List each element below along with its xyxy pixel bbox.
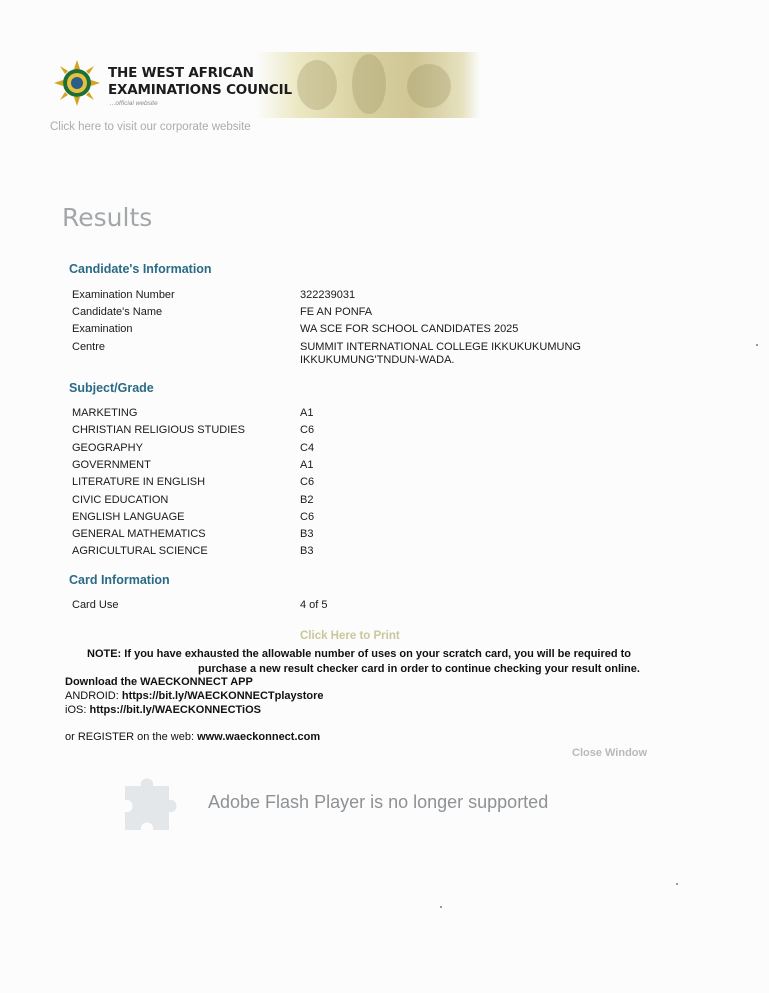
register-line — [65, 731, 320, 743]
subject-name: CHRISTIAN RELIGIOUS STUDIES — [72, 424, 245, 436]
grade-value: B3 — [300, 528, 314, 540]
site-banner — [52, 52, 480, 118]
page-title: Results — [62, 203, 153, 232]
org-tagline: ...official website — [110, 100, 158, 107]
org-title — [108, 65, 292, 99]
subject-name: AGRICULTURAL SCIENCE — [72, 545, 208, 557]
info-value: SUMMIT INTERNATIONAL COLLEGE IKKUKUKUMUNG — [300, 341, 581, 353]
subject-name: CIVIC EDUCATION — [72, 494, 169, 506]
info-value-line2: IKKUKUMUNG'TNDUN-WADA. — [300, 354, 455, 366]
app-download-title — [65, 676, 253, 688]
grade-value: A1 — [300, 459, 314, 471]
info-value: 322239031 — [300, 289, 356, 301]
grade-value: B3 — [300, 545, 314, 557]
card-use-label: Card Use — [72, 599, 119, 611]
subject-grade-title: Subject/Grade — [69, 381, 154, 395]
subject-name: GENERAL MATHEMATICS — [72, 528, 206, 540]
note-prefix: NOTE: — [87, 648, 122, 660]
app-title-text: Download the WAECKONNECT APP — [65, 676, 253, 688]
android-line — [65, 690, 324, 702]
info-value: FE AN PONFA — [300, 306, 373, 318]
info-value: WA SCE FOR SCHOOL CANDIDATES 2025 — [300, 323, 519, 335]
register-label: or REGISTER on the web: — [65, 731, 194, 743]
ios-line — [65, 704, 261, 716]
scratch-card-note — [87, 647, 687, 677]
note-line2: purchase a new result checker card in order to continue checking your result online. — [198, 663, 640, 675]
close-window-link[interactable]: Close Window — [572, 747, 648, 759]
scan-speck — [676, 883, 678, 885]
grade-value: C4 — [300, 442, 315, 454]
info-label: Centre — [72, 341, 106, 353]
puzzle-piece-icon — [121, 772, 185, 834]
scan-speck — [756, 344, 758, 346]
subject-name: GOVERNMENT — [72, 459, 151, 471]
subject-name: ENGLISH LANGUAGE — [72, 511, 185, 523]
print-link[interactable]: Click Here to Print — [300, 630, 400, 642]
card-use-value: 4 of 5 — [300, 599, 328, 611]
grade-value: C6 — [300, 424, 315, 436]
grade-value: B2 — [300, 494, 314, 506]
org-title-line1: THE WEST AFRICAN — [108, 65, 254, 81]
info-label: Examination Number — [72, 289, 175, 301]
corporate-website-link[interactable]: Click here to visit our corporate website — [50, 121, 251, 133]
android-link[interactable]: https://bit.ly/WAECKONNECTplaystore — [121, 690, 324, 702]
note-line1: If you have exhausted the allowable number of uses on your scratch card, you will be required to — [124, 648, 632, 660]
ios-link[interactable]: https://bit.ly/WAECKONNECTiOS — [89, 704, 261, 716]
subject-name: LITERATURE IN ENGLISH — [72, 476, 206, 488]
candidate-info-title: Candidate's Information — [69, 262, 212, 276]
org-title-line2: EXAMINATIONS COUNCIL — [108, 82, 292, 98]
info-label: Examination — [72, 323, 133, 335]
subject-name: GEOGRAPHY — [72, 442, 143, 454]
grade-value: A1 — [300, 407, 314, 419]
subject-name: MARKETING — [72, 407, 138, 419]
grade-value: C6 — [300, 511, 315, 523]
flash-unsupported-message: Adobe Flash Player is no longer supported — [208, 792, 549, 812]
info-label: Candidate's Name — [72, 306, 163, 318]
scan-speck — [440, 906, 442, 908]
register-link[interactable]: www.waeckonnect.com — [197, 731, 321, 743]
ios-label: iOS: — [65, 704, 87, 716]
waec-seal-icon — [54, 60, 100, 106]
grade-value: C6 — [300, 476, 315, 488]
card-info-title: Card Information — [69, 573, 170, 587]
android-label: ANDROID: — [65, 690, 119, 702]
